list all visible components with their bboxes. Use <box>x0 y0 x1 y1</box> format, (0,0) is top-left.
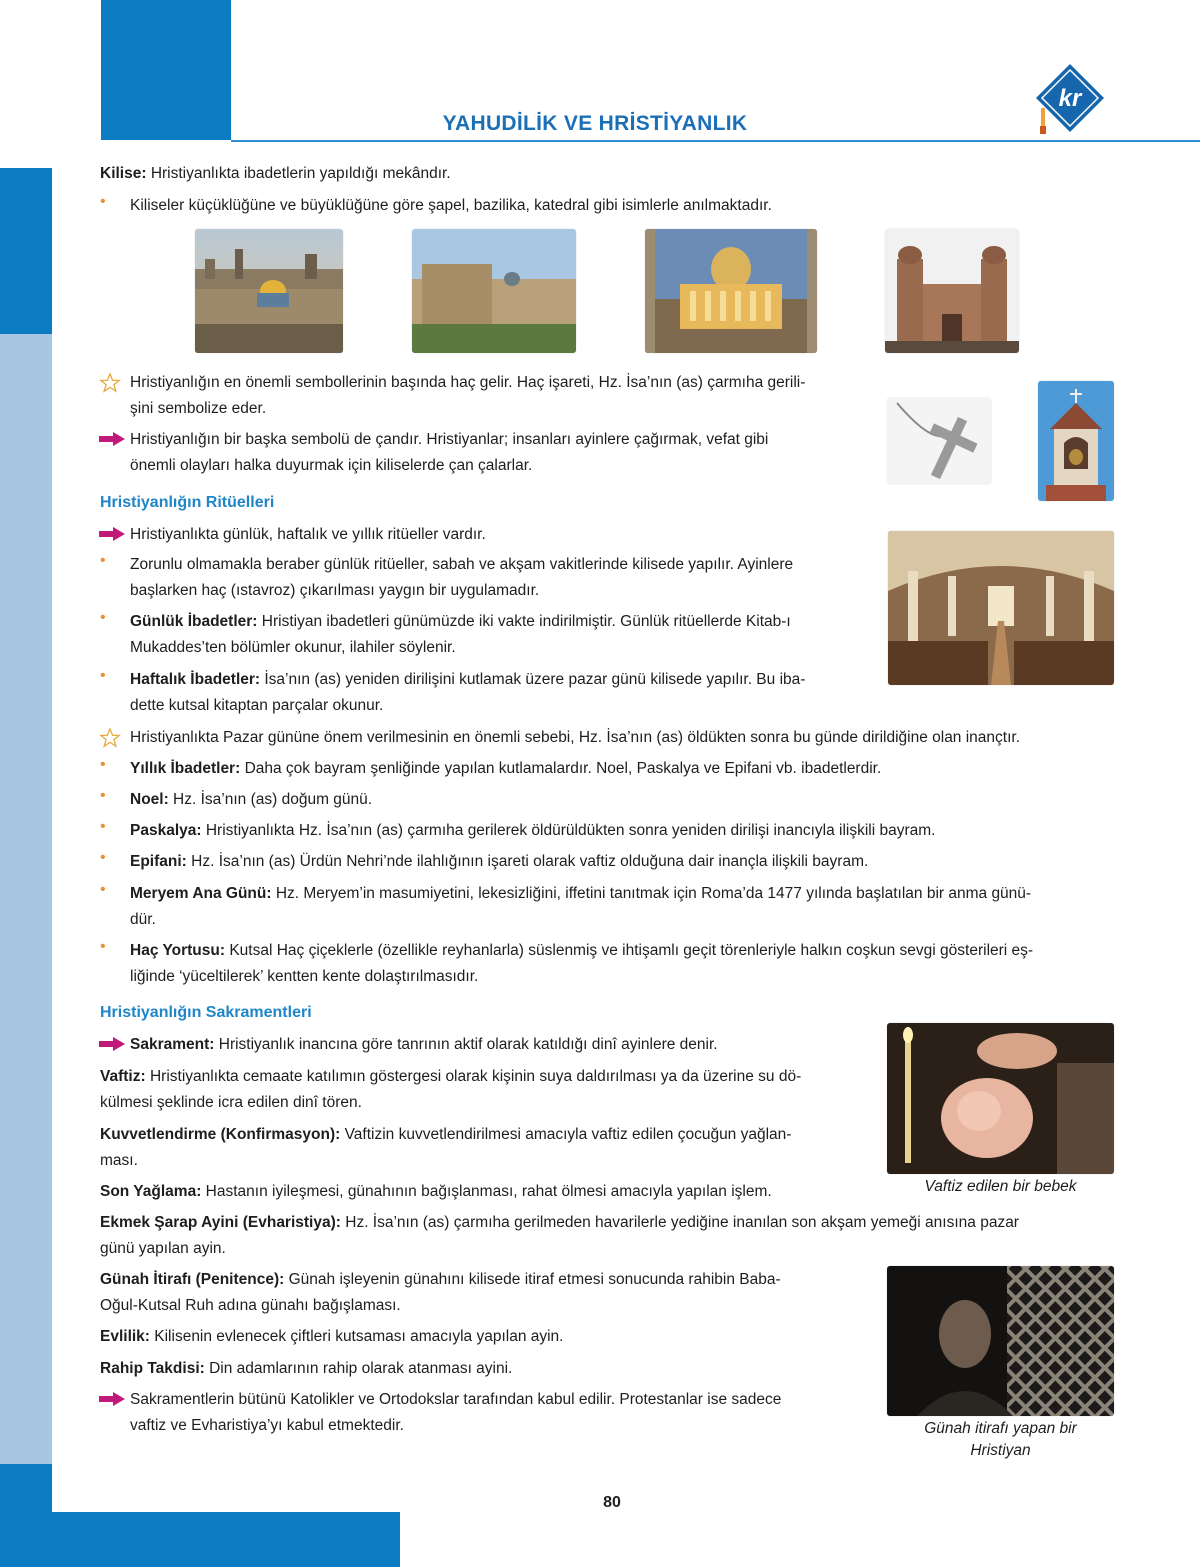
baptism-caption: Vaftiz edilen bir bebek <box>924 1178 1077 1195</box>
old-city-wall-photo <box>412 229 576 353</box>
confession-photo <box>887 1266 1114 1416</box>
arrow-icon <box>99 1392 125 1406</box>
sacraments-acceptance-l1: Sakramentlerin bütünü Katolikler ve Ortodokslar tarafından kabul edilir. Protestanlar ise sadece <box>130 1391 782 1408</box>
bullet-dot: • <box>100 938 106 955</box>
bottom-blue-bar <box>0 1512 400 1567</box>
rahip-takdisi: Rahip Takdisi: Din adamlarının rahip olarak atanması ayini. <box>100 1360 513 1377</box>
bell-symbol-text-l2: önemli olayları halka duyurmak için kiliselerde çan çalarlar. <box>130 457 533 474</box>
arrow-icon <box>99 432 125 446</box>
noel: Noel: Hz. İsa’nın (as) doğum günü. <box>130 791 373 808</box>
bullet-dot: • <box>100 609 106 626</box>
arrow-icon <box>99 527 125 541</box>
rituals-intro: Hristiyanlıkta günlük, haftalık ve yıllık ritüeller vardır. <box>130 526 486 543</box>
bullet-dot: • <box>100 756 106 773</box>
sakrament-definition: Sakrament: Hristiyanlık inancına göre tanrının aktif olarak katıldığı dinî ayinlere denir. <box>130 1036 718 1053</box>
st-peters-basilica-photo <box>645 229 817 353</box>
sacraments-acceptance-l2: vaftiz ve Evharistiya’yı kabul etmektedir. <box>130 1417 404 1434</box>
bullet-dot: • <box>100 552 106 569</box>
evharistiya-l1: Ekmek Şarap Ayini (Evharistiya): Hz. İsa’nın (as) çarmıha gerilmeden havarilerle yediğine inanılan son akşam yemeği anısına pazar <box>100 1214 1019 1231</box>
bell-tower-photo <box>1038 381 1114 501</box>
church-types-text: Kiliseler küçüklüğüne ve büyüklüğüne göre şapel, bazilika, katedral gibi isimlerle anılmaktadır. <box>130 197 772 214</box>
header-rule <box>231 140 1200 142</box>
side-bar-light <box>0 334 52 1514</box>
konfirmasyon-l2: ması. <box>100 1152 138 1169</box>
gunah-itirafi-l1: Günah İtirafı (Penitence): Günah işleyenin günahını kilisede itiraf etmesi sonucunda rahibin Baba- <box>100 1271 781 1288</box>
logo-text: kr <box>1058 85 1082 112</box>
page-number: 80 <box>603 1494 621 1511</box>
bullet-dot: • <box>100 881 106 898</box>
paskalya: Paskalya: Hristiyanlıkta Hz. İsa’nın (as) çarmıha gerilerek öldürüldükten sonra yeniden dirilişi inancıyla ilişkili bayram. <box>130 822 936 839</box>
bullet-dot: • <box>100 818 106 835</box>
publisher-logo <box>1030 62 1110 138</box>
vaftiz-l1: Vaftiz: Hristiyanlıkta cemaate katılımın göstergesi olarak kişinin suya daldırılması ya da üzerine su dö- <box>100 1068 802 1085</box>
kilise-definition: Kilise: Hristiyanlıkta ibadetlerin yapıldığı mekândır. <box>100 165 451 182</box>
vaftiz-l2: külmesi şeklinde icra edilen dinî tören. <box>100 1094 362 1111</box>
cross-symbol-text-l1: Hristiyanlığın en önemli sembollerinin başında haç gelir. Haç işareti, Hz. İsa’nın (as) çarmıha gerili- <box>130 374 806 391</box>
star-icon <box>99 372 121 394</box>
meryem-ana-gunu-l1: Meryem Ana Günü: Hz. Meryem’in masumiyetini, lekesizliğini, iffetini tanıtmak için Roma’da 1477 yılında başlatılan bir anma günü- <box>130 885 1032 902</box>
yillik-ibadetler: Yıllık İbadetler: Daha çok bayram şenliğinde yapılan kutlamalardır. Noel, Paskalya ve Epifani vb. ibadetlerdir. <box>130 760 882 777</box>
hac-yortusu-l2: liğinde ‘yüceltilerek’ kentten kente dolaştırılmasıdır. <box>130 968 479 985</box>
gunluk-ibadetler-l1: Günlük İbadetler: Hristiyan ibadetleri günümüzde iki vakte indirilmiştir. Günlük ritüellerde Kitab-ı <box>130 613 791 630</box>
haftalik-ibadetler-l2: dette kutsal kitaptan parçalar okunur. <box>130 697 384 714</box>
evlilik: Evlilik: Kilisenin evlenecek çiftleri kutsaması amacıyla yapılan ayin. <box>100 1328 564 1345</box>
hac-yortusu-l1: Haç Yortusu: Kutsal Haç çiçeklerle (özellikle reyhanlarla) süslenmiş ve ihtişamlı geçit törenleriyle halkın coşkun sevgi gösterileri eş- <box>130 942 1034 959</box>
gunah-itirafi-l2: Oğul-Kutsal Ruh adına günahı bağışlaması. <box>100 1297 401 1314</box>
arrow-icon <box>99 1037 125 1051</box>
bullet-dot: • <box>100 193 106 210</box>
evharistiya-l2: günü yapılan ayin. <box>100 1240 226 1257</box>
confession-caption-l2: Hristiyan <box>970 1442 1031 1459</box>
page-title: YAHUDİLİK VE HRİSTİYANLIK <box>442 112 748 135</box>
star-icon <box>99 727 121 749</box>
daily-rituals-l2: başlarken haç (ıstavroz) çıkarılması yaygın bir uygulamadır. <box>130 582 540 599</box>
sunday-importance-text: Hristiyanlıkta Pazar gününe önem verilmesinin en önemli sebebi, Hz. İsa’nın (as) öldükten sonra bu günde dirildiğine olan inançtır. <box>130 729 1021 746</box>
haftalik-ibadetler-l1: Haftalık İbadetler: İsa’nın (as) yeniden dirilişini kutlamak üzere pazar günü kilisede yapılır. Bu iba- <box>130 671 806 688</box>
header-blue-block <box>101 0 231 140</box>
jerusalem-photo <box>195 229 343 353</box>
confession-caption-l1: Günah itirafı yapan bir <box>924 1420 1077 1437</box>
gunluk-ibadetler-l2: Mukaddes’ten bölümler okunur, ilahiler söylenir. <box>130 639 456 656</box>
bullet-dot: • <box>100 849 106 866</box>
sacraments-heading: Hristiyanlığın Sakramentleri <box>100 1004 312 1021</box>
baptism-photo <box>887 1023 1114 1174</box>
cathedral-photo <box>885 229 1019 353</box>
son-yaglama: Son Yağlama: Hastanın iyileşmesi, günahının bağışlanması, rahat ölmesi amacıyla yapılan işlem. <box>100 1183 772 1200</box>
konfirmasyon-l1: Kuvvetlendirme (Konfirmasyon): Vaftizin kuvvetlendirilmesi amacıyla vaftiz edilen çocuğun yağlan- <box>100 1126 792 1143</box>
church-interior-photo <box>888 531 1114 685</box>
bullet-dot: • <box>100 787 106 804</box>
side-bar-dark-top <box>0 168 52 334</box>
bell-symbol-text-l1: Hristiyanlığın bir başka sembolü de çandır. Hristiyanlar; insanları ayinlere çağırmak, vefat gibi <box>130 431 769 448</box>
cross-necklace-photo <box>887 398 991 484</box>
cross-symbol-text-l2: şini sembolize eder. <box>130 400 267 417</box>
meryem-ana-gunu-l2: dür. <box>130 911 156 928</box>
daily-rituals-l1: Zorunlu olmamakla beraber günlük ritüeller, sabah ve akşam vakitlerinde kilisede yapılır. Ayinlere <box>130 556 794 573</box>
rituals-heading: Hristiyanlığın Ritüelleri <box>100 494 275 511</box>
bullet-dot: • <box>100 667 106 684</box>
epifani: Epifani: Hz. İsa’nın (as) Ürdün Nehri’nde ilahlığının işareti olarak vaftiz olduğuna dair inançla ilişkili bayram. <box>130 853 869 870</box>
